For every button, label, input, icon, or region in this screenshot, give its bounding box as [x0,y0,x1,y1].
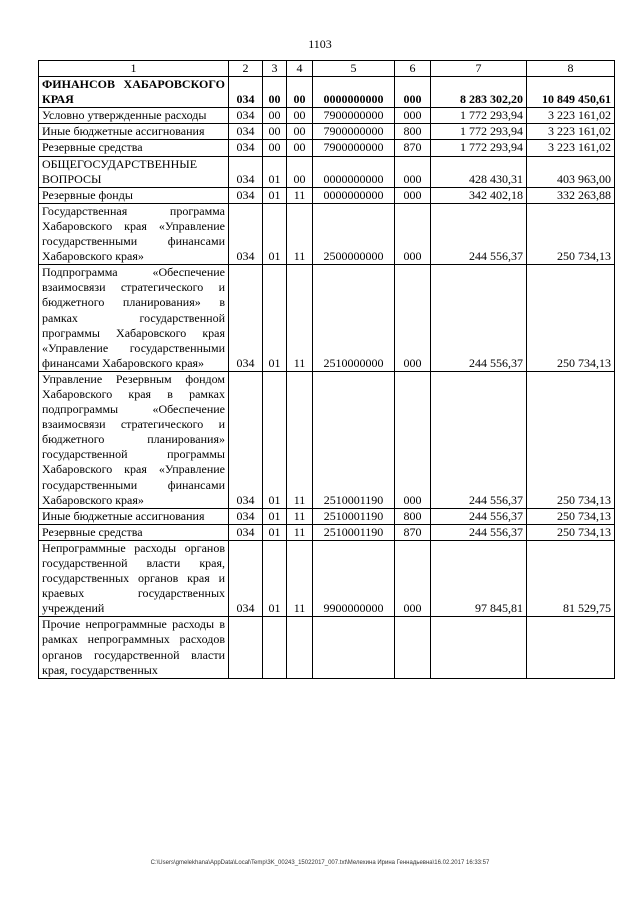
section-cell: 01 [263,156,287,187]
admin-code-cell: 034 [229,108,263,124]
admin-code-cell: 034 [229,156,263,187]
subsection-cell: 00 [287,108,313,124]
target-article-cell: 0000000000 [313,156,395,187]
expense-type-cell: 000 [395,156,431,187]
admin-code-cell: 034 [229,203,263,264]
admin-code-cell: 034 [229,140,263,156]
table-row [39,187,615,203]
amount-year2-cell: 3 223 161,02 [527,108,615,124]
amount-year2-cell: 250 734,13 [527,508,615,524]
amount-year1-cell: 1 772 293,94 [431,124,527,140]
expense-type-cell: 870 [395,524,431,540]
row-name-cell: Прочие непрограммные расходы в рамках непрограммных расходов органов государственной власти края, государственных [39,617,229,678]
table-row [39,203,615,264]
amount-year1-cell: 244 556,37 [431,508,527,524]
admin-code-cell: 034 [229,187,263,203]
row-name-cell: Резервные фонды [39,187,229,203]
subsection-cell [287,617,313,678]
admin-code-cell: 034 [229,77,263,108]
target-article-cell: 2500000000 [313,203,395,264]
target-article-cell [313,617,395,678]
amount-year1-cell: 97 845,81 [431,540,527,616]
expense-type-cell: 000 [395,265,431,372]
amount-year1-cell: 342 402,18 [431,187,527,203]
amount-year1-cell: 244 556,37 [431,371,527,508]
target-article-cell: 7900000000 [313,108,395,124]
amount-year1-cell: 244 556,37 [431,524,527,540]
column-header: 4 [287,61,313,77]
row-name-cell: Государственная программа Хабаровского края «Управление государственными финансами Хабаровского края» [39,203,229,264]
row-name-cell: Резервные средства [39,524,229,540]
row-name-cell: Резервные средства [39,140,229,156]
expense-type-cell: 000 [395,371,431,508]
admin-code-cell: 034 [229,124,263,140]
amount-year2-cell [527,617,615,678]
row-name-cell: Условно утвержденные расходы [39,108,229,124]
table-row [39,508,615,524]
amount-year2-cell: 250 734,13 [527,524,615,540]
expense-type-cell: 000 [395,540,431,616]
section-cell: 01 [263,540,287,616]
table-row [39,77,615,108]
section-cell: 00 [263,124,287,140]
admin-code-cell: 034 [229,265,263,372]
table-row [39,617,615,678]
section-cell: 01 [263,265,287,372]
amount-year2-cell: 81 529,75 [527,540,615,616]
target-article-cell: 2510001190 [313,508,395,524]
expense-type-cell: 800 [395,508,431,524]
row-name-cell: Иные бюджетные ассигнования [39,124,229,140]
amount-year2-cell: 3 223 161,02 [527,124,615,140]
subsection-cell: 00 [287,124,313,140]
amount-year1-cell: 1 772 293,94 [431,108,527,124]
amount-year1-cell: 428 430,31 [431,156,527,187]
column-header: 6 [395,61,431,77]
target-article-cell: 2510001190 [313,524,395,540]
row-name-cell: Управление Резервным фондом Хабаровского края в рамках подпрограммы «Обеспечение взаимосвязи стратегического и бюджетного планирования» государственной программы Хабаровского края «Управление государственными финансами Хабаровского края» [39,371,229,508]
amount-year2-cell: 250 734,13 [527,203,615,264]
admin-code-cell [229,617,263,678]
file-path-footer: C:\Users\gmelekhana\AppData\Local\Temp\3K_00243_15022017_007.txt\Мелехина Ирина Геннадьевна\16.02.2017 16:33:57 [150,860,490,866]
target-article-cell: 7900000000 [313,124,395,140]
section-cell: 01 [263,203,287,264]
table-row [39,265,615,372]
section-cell: 00 [263,77,287,108]
amount-year1-cell: 1 772 293,94 [431,140,527,156]
section-cell: 01 [263,524,287,540]
amount-year2-cell: 10 849 450,61 [527,77,615,108]
target-article-cell: 9900000000 [313,540,395,616]
subsection-cell: 11 [287,371,313,508]
amount-year2-cell: 332 263,88 [527,187,615,203]
row-name-cell: ОБЩЕГОСУДАРСТВЕННЫЕ ВОПРОСЫ [39,156,229,187]
expense-type-cell: 870 [395,140,431,156]
admin-code-cell: 034 [229,508,263,524]
subsection-cell: 11 [287,508,313,524]
subsection-cell: 11 [287,540,313,616]
amount-year1-cell: 244 556,37 [431,265,527,372]
section-cell: 01 [263,371,287,508]
subsection-cell: 11 [287,203,313,264]
budget-table [38,60,615,679]
subsection-cell: 11 [287,524,313,540]
table-row [39,124,615,140]
amount-year1-cell: 244 556,37 [431,203,527,264]
table-row [39,524,615,540]
table-row [39,108,615,124]
subsection-cell: 00 [287,77,313,108]
target-article-cell: 2510001190 [313,371,395,508]
admin-code-cell: 034 [229,524,263,540]
expense-type-cell: 000 [395,187,431,203]
section-cell: 01 [263,508,287,524]
target-article-cell: 7900000000 [313,140,395,156]
amount-year2-cell: 403 963,00 [527,156,615,187]
amount-year2-cell: 250 734,13 [527,371,615,508]
column-header: 8 [527,61,615,77]
subsection-cell: 00 [287,140,313,156]
amount-year1-cell [431,617,527,678]
column-header: 1 [39,61,229,77]
row-name-cell: Иные бюджетные ассигнования [39,508,229,524]
admin-code-cell: 034 [229,540,263,616]
target-article-cell: 0000000000 [313,187,395,203]
table-row [39,140,615,156]
row-name-cell: Непрограммные расходы органов государственной власти края, государственных органов края и краевых государственных учреждений [39,540,229,616]
table-row [39,371,615,508]
section-cell: 01 [263,187,287,203]
section-cell: 00 [263,108,287,124]
row-name-cell: ФИНАНСОВ ХАБАРОВСКОГО КРАЯ [39,77,229,108]
target-article-cell: 2510000000 [313,265,395,372]
target-article-cell: 0000000000 [313,77,395,108]
expense-type-cell: 800 [395,124,431,140]
table-row [39,540,615,616]
table-row [39,156,615,187]
column-header: 3 [263,61,287,77]
subsection-cell: 00 [287,156,313,187]
expense-type-cell: 000 [395,77,431,108]
subsection-cell: 11 [287,187,313,203]
table-header-row [39,61,615,77]
column-header: 7 [431,61,527,77]
subsection-cell: 11 [287,265,313,372]
expense-type-cell: 000 [395,108,431,124]
amount-year1-cell: 8 283 302,20 [431,77,527,108]
column-header: 2 [229,61,263,77]
expense-type-cell: 000 [395,203,431,264]
section-cell [263,617,287,678]
row-name-cell: Подпрограмма «Обеспечение взаимосвязи стратегического и бюджетного планирования» в рамках государственной программы Хабаровского края «Управление государственными финансами Хабаровского края» [39,265,229,372]
admin-code-cell: 034 [229,371,263,508]
amount-year2-cell: 250 734,13 [527,265,615,372]
section-cell: 00 [263,140,287,156]
expense-type-cell [395,617,431,678]
column-header: 5 [313,61,395,77]
amount-year2-cell: 3 223 161,02 [527,140,615,156]
page-number: 1103 [308,37,332,51]
